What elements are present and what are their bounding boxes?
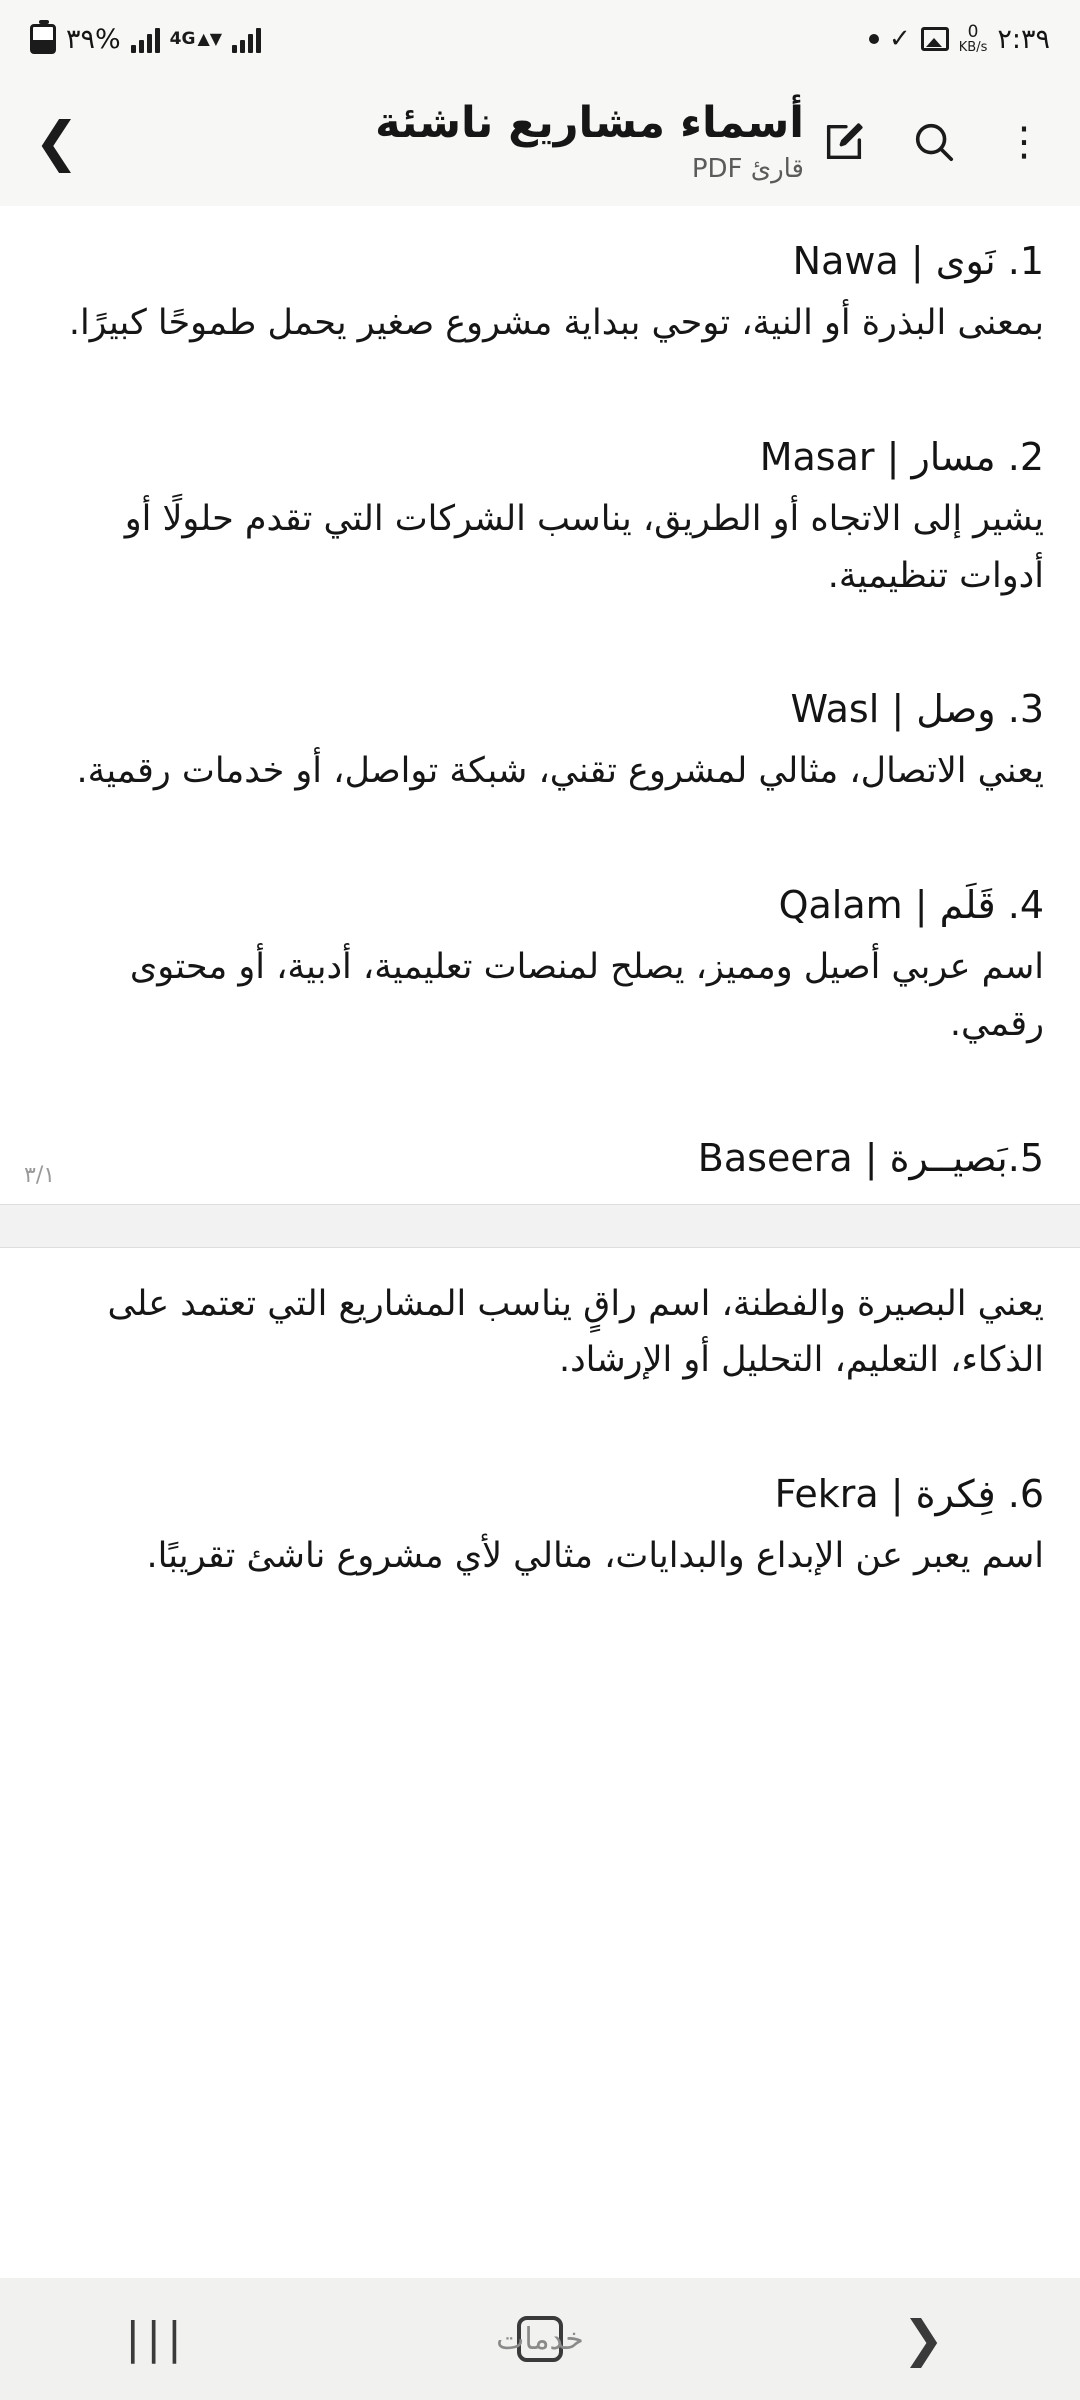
battery-icon: [30, 24, 56, 54]
entry-title: 4. قَلَم | Qalam: [778, 883, 1044, 928]
list-item: [36, 878, 1044, 1052]
app-bar-titles: [93, 100, 810, 183]
battery-percent-label: ٣٩%: [66, 23, 121, 55]
signal-bars-icon: [131, 25, 160, 53]
entry-title: 1. نَوى | Nawa: [792, 239, 1044, 283]
chevron-back-icon[interactable]: ❯: [34, 110, 80, 173]
entry-title: 2. مسار | Masar: [759, 434, 1044, 479]
kebab-menu-icon[interactable]: ⋮: [1004, 119, 1044, 165]
nav-back-icon[interactable]: ❯: [902, 2310, 945, 2368]
pdf-page-separator: [0, 1162, 1080, 1248]
network-4g-icon: 4G ▲▼: [169, 28, 223, 49]
entry-description: بمعنى البذرة أو النية، توحي ببداية مشروع صغير يحمل طموحًا كبيرًا.: [68, 303, 1044, 344]
entry-title: 6. فِكرة | Fekra: [774, 1471, 1044, 1516]
edit-icon[interactable]: [816, 114, 872, 170]
entry-title: 3. وصل | Wasl: [790, 687, 1044, 732]
home-label: خدمات: [496, 2321, 584, 2357]
document-viewer[interactable]: [0, 206, 1080, 2278]
entry-description: اسم يعبر عن الإبداع والبدايات، مثالي لأي مشروع ناشئ تقريبًا.: [146, 1536, 1044, 1577]
entry-title: 5.بَصيــرة | Baseera: [697, 1135, 1044, 1180]
check-icon: ✓: [888, 24, 911, 54]
list-item: [36, 234, 1044, 352]
data-usage-icon: 0 KB/s: [958, 22, 988, 55]
signal-bars-icon-secondary: [232, 25, 261, 53]
app-bar-actions: [810, 114, 1052, 170]
dot-indicator-icon: [869, 34, 879, 44]
status-bar-left: [30, 24, 261, 55]
entry-description: يعني البصيرة والفطنة، اسم راقٍ يناسب المشاريع التي تعتمد على الذكاء، التعليم، التحليل أو الإرشاد.: [107, 1283, 1044, 1381]
list-item: [36, 1131, 1044, 1186]
search-icon[interactable]: [906, 114, 962, 170]
recents-icon[interactable]: |||: [125, 2313, 188, 2364]
status-bar-right: [869, 24, 1050, 55]
image-icon: [921, 27, 949, 51]
list-item: [36, 430, 1044, 604]
app-bar: [0, 78, 1080, 206]
status-bar: [0, 0, 1080, 78]
page-title: أسماء مشاريع ناشئة: [375, 98, 804, 149]
clock-label: ٢:٣٩: [997, 23, 1050, 55]
entry-description: يشير إلى الاتجاه أو الطريق، يناسب الشركات التي تقدم حلولًا أو أدوات تنظيمية.: [124, 498, 1044, 596]
system-nav-bar: [0, 2278, 1080, 2400]
pdf-page-content: [0, 206, 1080, 1585]
page-number-label: ٣/١: [24, 1162, 56, 1188]
list-item: [36, 1276, 1044, 1389]
entry-description: اسم عربي أصيل ومميز، يصلح لمنصات تعليمية، أدبية، أو محتوى رقمي.: [129, 947, 1044, 1044]
entry-description: يعني الاتصال، مثالي لمشروع تقني، شبكة تواصل، أو خدمات رقمية.: [76, 751, 1044, 792]
list-item: [36, 682, 1044, 800]
page-subtitle: قارئ PDF: [691, 153, 804, 184]
content-fade: [0, 2248, 1080, 2278]
home-button[interactable]: [390, 2316, 690, 2362]
list-item: [36, 1467, 1044, 1585]
